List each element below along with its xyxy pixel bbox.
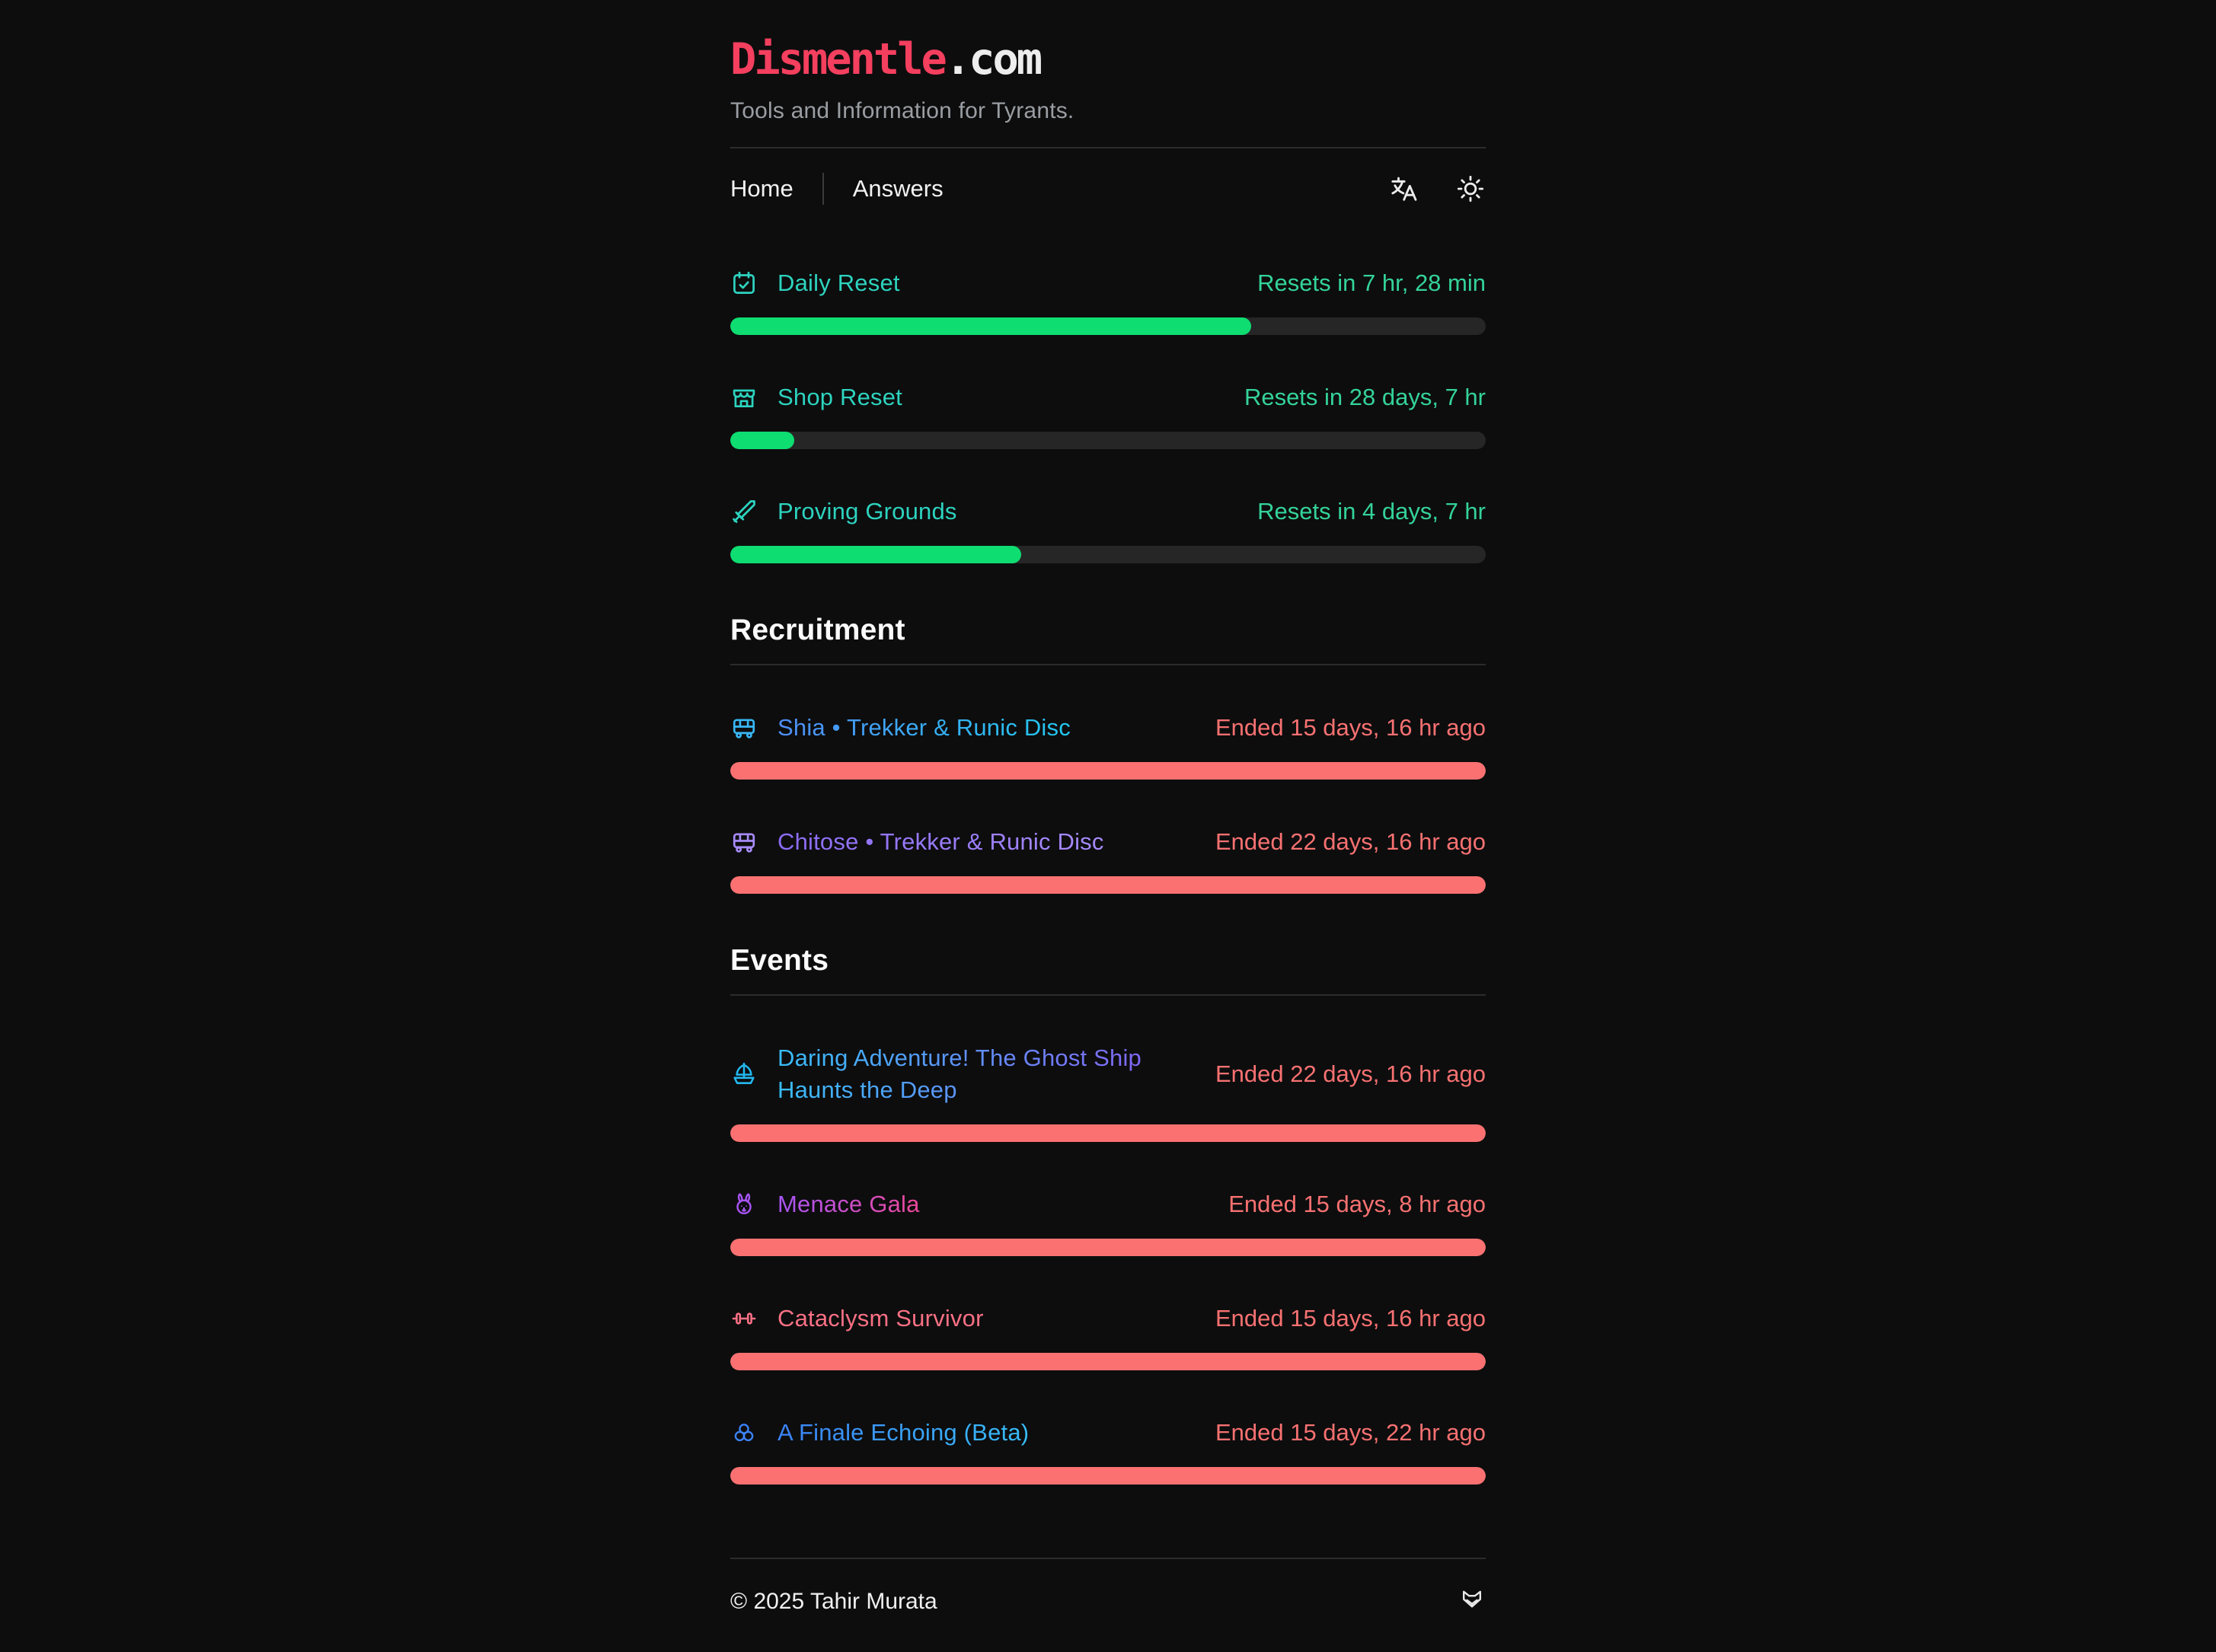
calendar-check-icon (730, 269, 758, 297)
timer-label: Shop Reset (778, 381, 902, 413)
event-status: Ended 15 days, 8 hr ago (1228, 1191, 1486, 1217)
event-link[interactable]: Cataclysm Survivor (778, 1303, 984, 1335)
progress-bar-track (730, 546, 1486, 563)
divider (730, 994, 1486, 996)
sword-icon (730, 498, 758, 525)
site-logo-brand: Dismentle (730, 34, 945, 85)
recruitment-status: Ended 15 days, 16 hr ago (1215, 714, 1486, 741)
event-link[interactable]: Daring Adventure! The Ghost Ship Haunts the Deep (778, 1042, 1193, 1106)
nav-link-answers[interactable]: Answers (852, 175, 944, 202)
section-recruitment (730, 614, 1486, 894)
site-tagline: Tools and Information for Tyrants. (730, 98, 1074, 123)
nav-separator (822, 173, 824, 205)
event-link[interactable]: A Finale Echoing (Beta) (778, 1417, 1029, 1449)
bus-icon (730, 714, 758, 741)
progress-bar-fill (730, 317, 1251, 335)
timer-row-daily-reset (730, 267, 1486, 335)
progress-bar-fill (730, 546, 1021, 563)
main-nav (730, 148, 1486, 205)
timer-row-shop-reset (730, 381, 1486, 449)
progress-bar-fill (730, 1124, 1486, 1142)
bus-icon (730, 828, 758, 856)
site-logo-suffix: .com (944, 34, 1041, 85)
section-title: Events (730, 944, 829, 977)
progress-bar-track (730, 1467, 1486, 1485)
event-row-ghost-ship (730, 1042, 1486, 1142)
sun-icon[interactable] (1455, 174, 1486, 204)
event-row-finale-echoing (730, 1417, 1486, 1485)
timer-label: Proving Grounds (778, 496, 957, 528)
progress-bar-fill (730, 876, 1486, 894)
site-logo[interactable] (730, 34, 1486, 85)
recruitment-row-chitose (730, 826, 1486, 894)
ship-icon (730, 1060, 758, 1088)
section-events (730, 944, 1486, 1485)
footer (730, 1559, 1486, 1644)
timer-status: Resets in 7 hr, 28 min (1257, 269, 1486, 296)
translate-icon[interactable] (1388, 174, 1419, 204)
progress-bar-fill (730, 1467, 1486, 1485)
event-status: Ended 15 days, 22 hr ago (1215, 1419, 1486, 1446)
divider (730, 664, 1486, 665)
event-row-cataclysm-survivor (730, 1303, 1486, 1370)
progress-bar-fill (730, 432, 794, 449)
progress-bar-track (730, 432, 1486, 449)
progress-bar-track (730, 1353, 1486, 1370)
progress-bar-track (730, 762, 1486, 780)
event-link[interactable]: Menace Gala (778, 1188, 920, 1220)
nav-link-home[interactable]: Home (730, 175, 793, 202)
page-container (730, 0, 1486, 1644)
event-status: Ended 22 days, 16 hr ago (1215, 1060, 1486, 1087)
progress-bar-fill (730, 1239, 1486, 1256)
recruitment-status: Ended 22 days, 16 hr ago (1215, 828, 1486, 855)
recruitment-link[interactable]: Shia • Trekker & Runic Disc (778, 712, 1071, 744)
progress-bar-track (730, 1239, 1486, 1256)
progress-bar-track (730, 317, 1486, 335)
recruitment-row-shia (730, 712, 1486, 780)
fox-icon[interactable] (1458, 1588, 1486, 1615)
copyright-text: © 2025 Tahir Murata (730, 1589, 937, 1614)
event-row-menace-gala (730, 1188, 1486, 1256)
recruitment-link[interactable]: Chitose • Trekker & Runic Disc (778, 826, 1104, 858)
nav-icons (1388, 174, 1486, 204)
progress-bar-track (730, 876, 1486, 894)
timer-status: Resets in 4 days, 7 hr (1257, 498, 1486, 525)
timer-label: Daily Reset (778, 267, 900, 299)
section-title: Recruitment (730, 614, 905, 646)
timer-row-proving-grounds (730, 496, 1486, 563)
dumbbell-icon (730, 1305, 758, 1332)
progress-bar-fill (730, 762, 1486, 780)
storefront-icon (730, 384, 758, 411)
timer-status: Resets in 28 days, 7 hr (1244, 384, 1486, 410)
timers-list (730, 267, 1486, 563)
biohazard-icon (730, 1419, 758, 1446)
progress-bar-track (730, 1124, 1486, 1142)
rabbit-icon (730, 1191, 758, 1218)
progress-bar-fill (730, 1353, 1486, 1370)
event-status: Ended 15 days, 16 hr ago (1215, 1305, 1486, 1331)
